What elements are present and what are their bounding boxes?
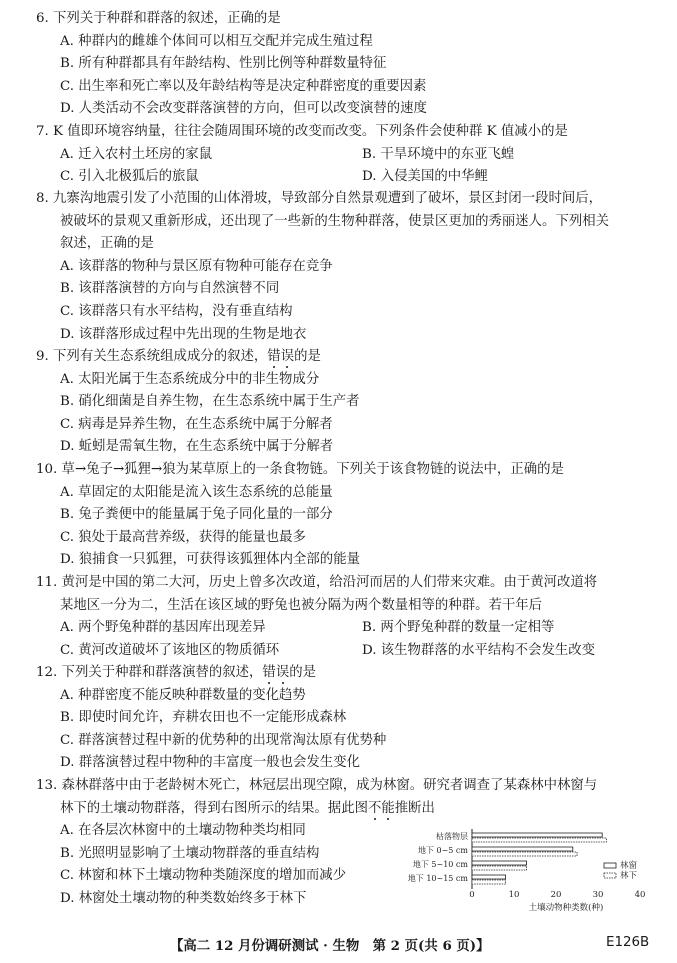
option-d: D. 该生物群落的水平结构不会发生改变 — [362, 642, 596, 658]
question-stem-line: 林下的土壤动物群落，得到右图所示的结果。据此图不能推断出 — [60, 800, 435, 816]
question-8 — [36, 188, 666, 346]
option-c: C. 狼处于最高营养级，获得的能量也最多 — [60, 529, 306, 545]
option-c: C. 林窗和林下土壤动物种类随深度的增加而减少 — [60, 868, 347, 884]
bar-linxia — [472, 880, 506, 884]
question-stem-line: 叙述，正确的是 — [60, 236, 154, 252]
bar-linchuang — [472, 847, 573, 851]
option-b: B. 该群落演替的方向与自然演替不同 — [60, 281, 280, 297]
option-a: A. 种群密度不能反映种群数量的变化趋势 — [60, 687, 306, 703]
option-d: D. 人类活动不会改变群落演替的方向，但可以改变演替的速度 — [60, 101, 427, 117]
option-c: C. 出生率和死亡率以及年龄结构等是决定种群密度的重要因素 — [60, 78, 427, 94]
soil-animal-chart — [390, 823, 660, 923]
question-12 — [36, 662, 666, 775]
question-stem-line: 13. 森林群落中由于老龄树木死亡，林冠层出现空隙，成为林窗。研究者调查了某森林中林窗与 — [36, 778, 598, 793]
option-row — [36, 166, 666, 189]
bar-linxia — [472, 866, 527, 870]
option-b: B. 所有种群都具有年龄结构、性别比例等种群数量特征 — [60, 56, 387, 72]
option-a: A. 在各层次林窗中的土壤动物种类均相同 — [60, 823, 306, 839]
x-tick-label: 30 — [592, 890, 604, 900]
option-a: A. 迁入农村土坯房的家鼠 — [60, 146, 213, 162]
page-footer: 【高二 12 月份调研测试 · 生物 第 2 页(共 6 页)】 — [170, 938, 490, 954]
emphasis-mark: 误 — [275, 665, 290, 680]
option-b: B. 两个野兔种群的数量一定相等 — [362, 620, 555, 636]
bar-linxia — [472, 838, 606, 842]
category-label: 枯落物层 — [436, 832, 468, 841]
x-tick-label: 40 — [634, 890, 646, 900]
legend-label: 林窗 — [620, 861, 638, 871]
option-b: B. 硝化细菌是自养生物，在生态系统中属于生产者 — [60, 394, 360, 410]
option-b: B. 光照明显影响了土壤动物群落的垂直结构 — [60, 845, 320, 861]
question-11 — [36, 572, 666, 662]
bar-linxia — [472, 852, 577, 856]
question-9 — [36, 346, 666, 459]
option-a: A. 种群内的雌雄个体间可以相互交配并完成生殖过程 — [60, 33, 373, 49]
option-c: C. 病毒是异养生物，在生态系统中属于分解者 — [60, 416, 333, 432]
option-b: B. 兔子粪便中的能量属于兔子同化量的一部分 — [60, 507, 333, 523]
question-stem: 7. K 值即环境容纳量，往往会随周围环境的改变而改变。下列条件会使种群 K 值减小的是 — [36, 124, 568, 139]
option-row — [36, 617, 666, 640]
option-row — [36, 144, 666, 167]
option-b: B. 干旱环境中的东亚飞蝗 — [362, 146, 515, 162]
question-stem: 10. 草→兔子→狐狸→狼为某草原上的一条食物链。下列关于该食物链的说法中，正确的是 — [36, 462, 564, 477]
question-stem: 12. 下列关于种群和群落演替的叙述，错误的是 — [36, 665, 316, 680]
legend-swatch — [604, 863, 616, 868]
option-d: D. 入侵美国的中华鲤 — [362, 169, 488, 185]
x-tick-label: 10 — [508, 890, 520, 900]
option-b: B. 即使时间允许，弃耕农田也不一定能形成森林 — [60, 710, 347, 726]
option-a: A. 太阳光属于生态系统成分中的非生物成分 — [60, 371, 320, 387]
category-label: 地下 0~5 cm — [417, 846, 468, 855]
emphasis-mark: 错 — [262, 665, 276, 680]
emphasis-mark: 能 — [381, 800, 395, 816]
question-10 — [36, 459, 666, 572]
category-label: 地下 10~15 cm — [407, 874, 468, 883]
legend-label: 林下 — [620, 871, 638, 881]
option-d: D. 群落演替过程中物种的丰富度一般也会发生变化 — [60, 755, 360, 771]
emphasis-mark: 错 — [267, 349, 281, 364]
option-row — [36, 640, 666, 663]
question-stem-line: 11. 黄河是中国的第二大河，历史上曾多次改道，给沿河而居的人们带来灾难。由于黄河改道将 — [36, 575, 598, 590]
emphasis-mark: 不 — [367, 800, 382, 816]
option-a: A. 该群落的物种与景区原有物种可能存在竞争 — [60, 258, 333, 274]
question-7 — [36, 121, 666, 189]
x-tick-label: 20 — [550, 890, 562, 900]
option-c: C. 黄河改道破坏了该地区的物质循环 — [60, 642, 280, 658]
x-tick-label: 0 — [469, 890, 475, 900]
option-a: A. 草固定的太阳能是流入该生态系统的总能量 — [60, 484, 333, 500]
bar-linchuang — [472, 861, 527, 865]
question-stem-line: 8. 九寨沟地震引发了小范围的山体滑坡，导致部分自然景观遭到了破坏，景区封闭一段时间后， — [36, 191, 603, 206]
question-stem-line: 被破坏的景观又重新形成，还出现了一些新的生物种群落，使景区更加的秀丽迷人。下列相关 — [60, 213, 610, 229]
option-c: C. 群落演替过程中新的优势种的出现常淘汰原有优势种 — [60, 732, 387, 748]
question-6 — [36, 8, 666, 121]
option-d: D. 狼捕食一只狐狸，可获得该狐狸体内全部的能量 — [60, 552, 360, 568]
bar-linchuang — [472, 833, 602, 837]
option-c: C. 引入北极狐后的旅鼠 — [60, 169, 199, 185]
x-axis-label: 土壤动物种类数(种) — [528, 903, 604, 913]
option-d: D. 林窗处土壤动物的种类数始终多于林下 — [60, 890, 307, 906]
question-stem-line: 某地区一分为二，生活在该区域的野兔也被分隔为两个数量相等的种群。若干年后 — [60, 597, 543, 613]
category-label: 地下 5~10 cm — [412, 860, 468, 869]
option-c: C. 该群落只有水平结构，没有垂直结构 — [60, 303, 293, 319]
emphasis-mark: 误 — [280, 349, 295, 364]
bar-linchuang — [472, 875, 506, 879]
exam-code: E126B — [606, 935, 650, 950]
question-stem: 9. 下列有关生态系统组成成分的叙述，错误的是 — [36, 349, 321, 364]
option-a: A. 两个野兔种群的基因库出现差异 — [60, 620, 266, 636]
option-d: D. 该群落形成过程中先出现的生物是地衣 — [60, 326, 307, 342]
question-stem: 6. 下列关于种群和群落的叙述，正确的是 — [36, 11, 281, 26]
option-d: D. 蚯蚓是需氧生物，在生态系统中属于分解者 — [60, 439, 334, 455]
legend-swatch — [604, 873, 616, 878]
